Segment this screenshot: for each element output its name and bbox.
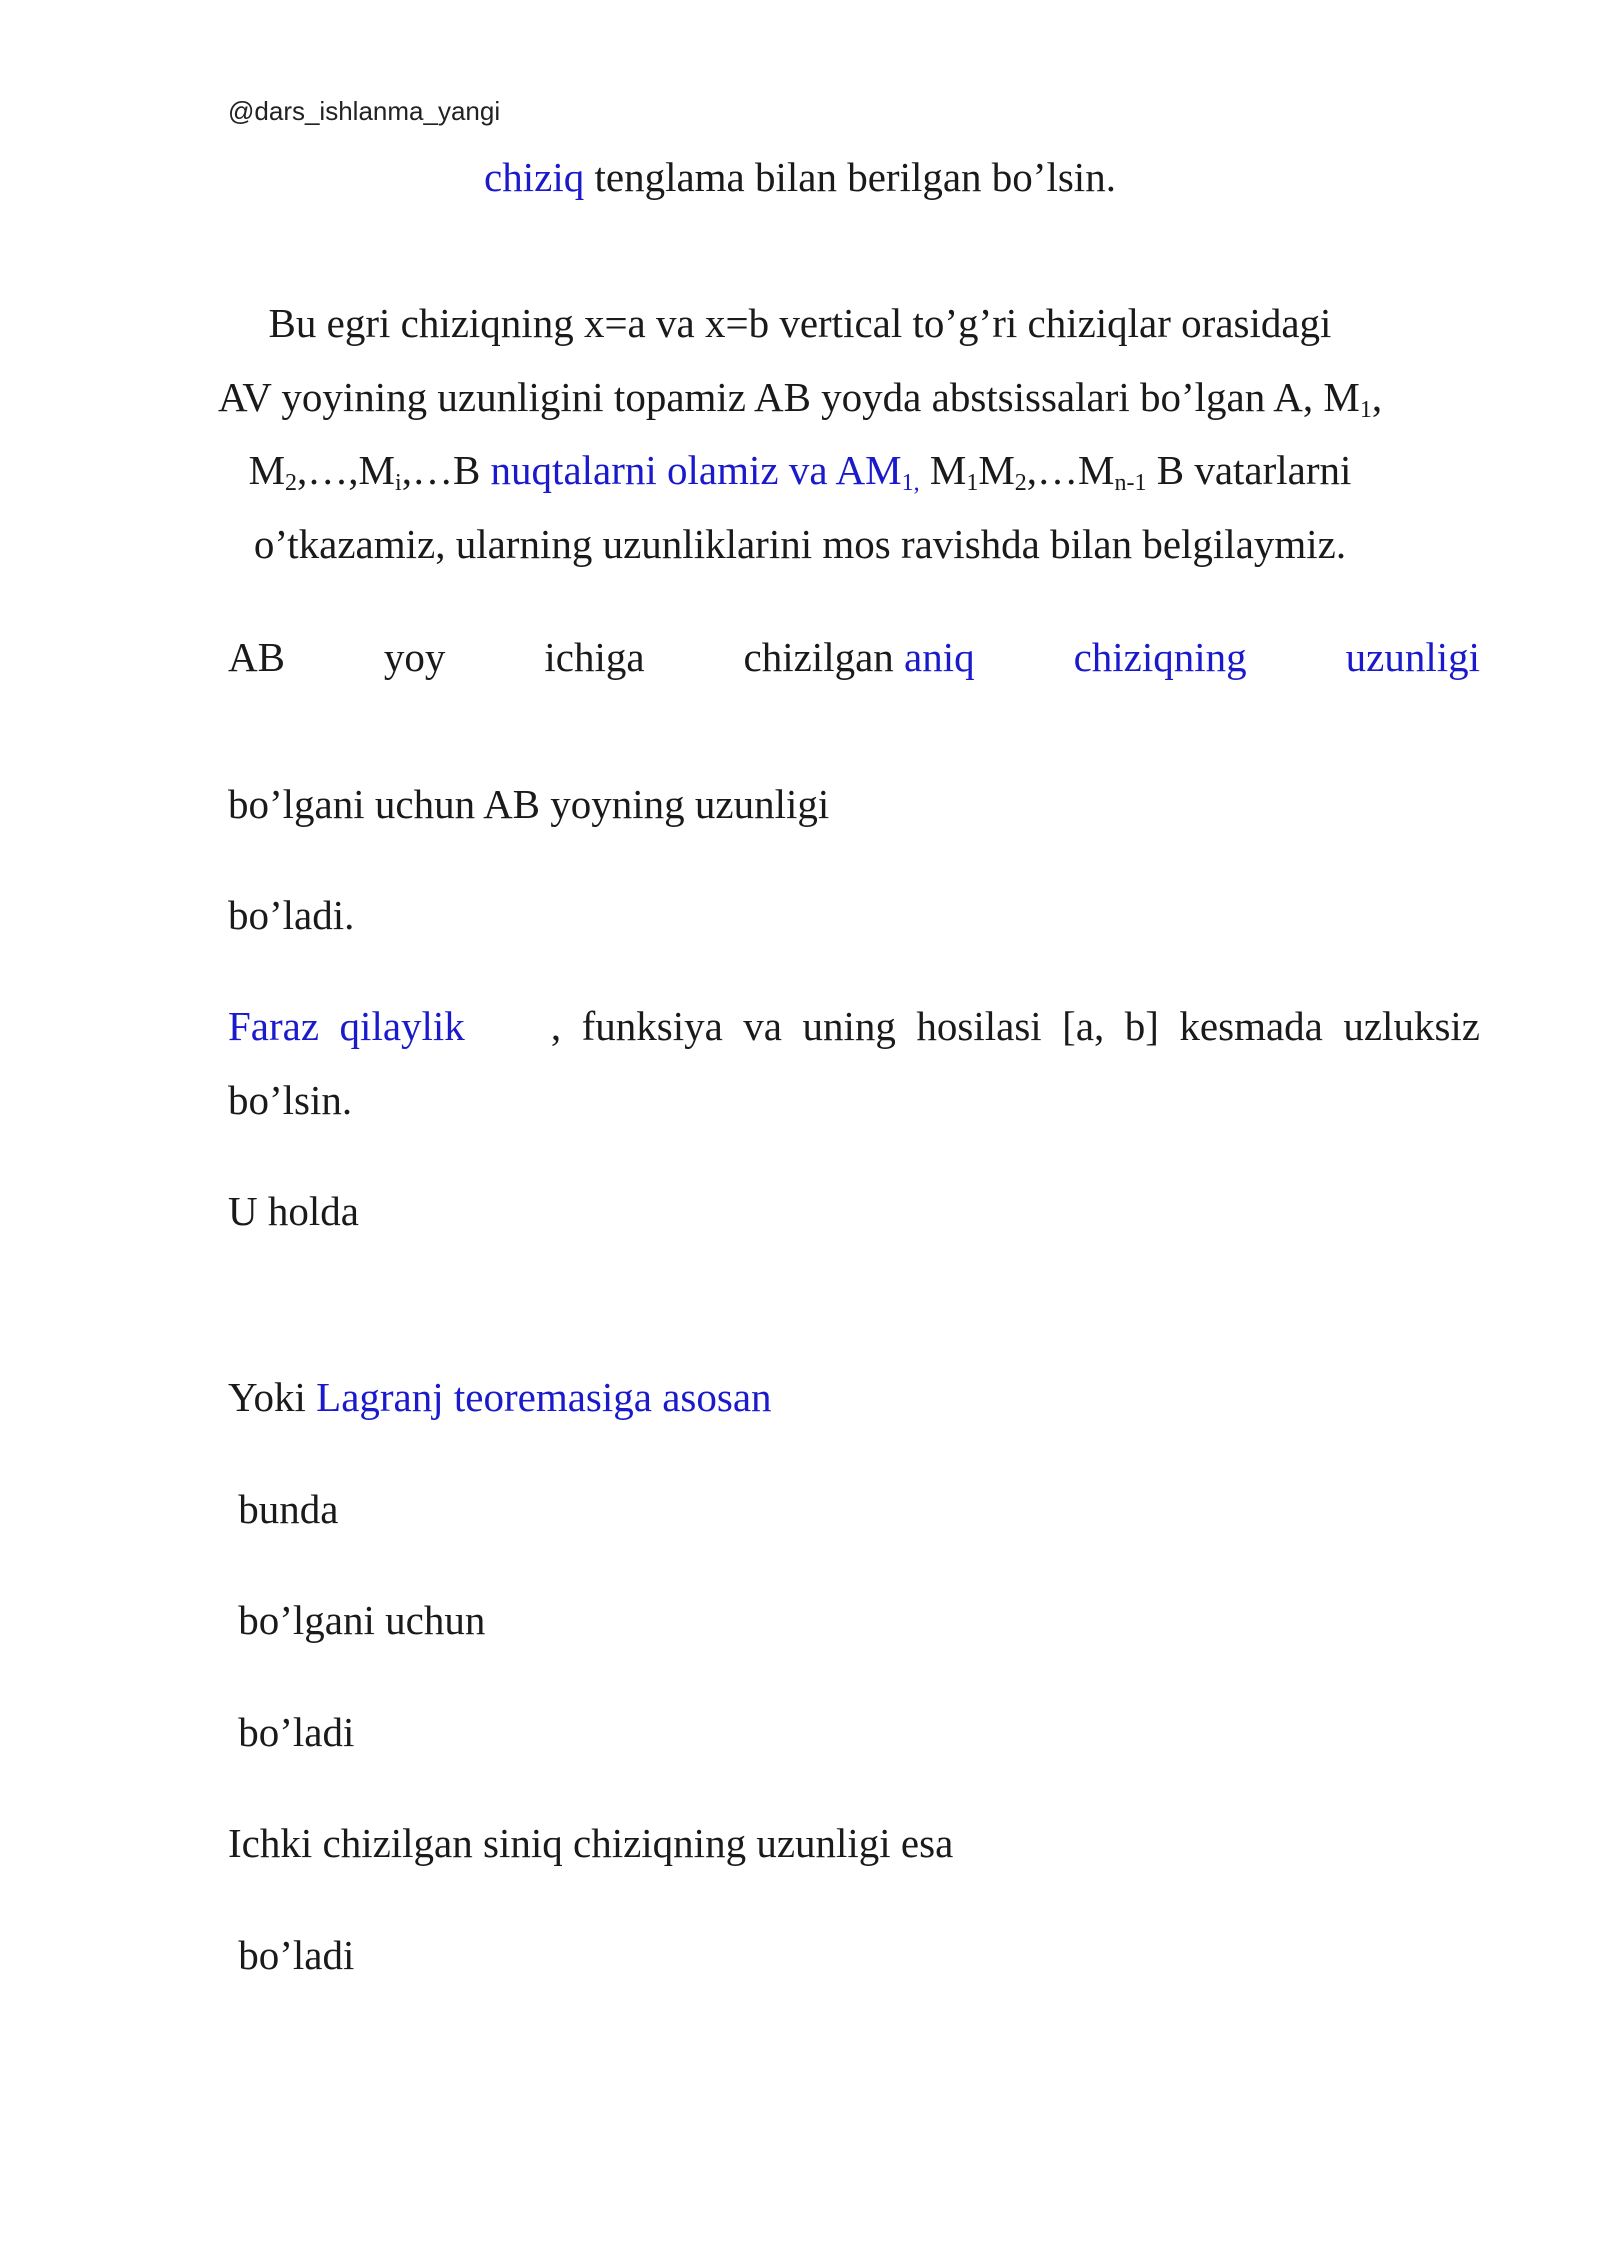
text-m: ,…,M [297, 447, 396, 493]
text-line [228, 892, 355, 938]
line-text: bo’lgani uchun [228, 1597, 486, 1643]
para1-line4 [0, 521, 1600, 567]
text-m: M [978, 447, 1015, 493]
line-text: bo’ladi [228, 1932, 355, 1978]
channel-header: @dars_ishlanma_yangi [228, 96, 501, 126]
punct: , [1371, 374, 1383, 420]
word: chizilgan [743, 634, 894, 680]
text-line [228, 781, 830, 827]
link-lagranj[interactable]: Lagranj teoremasiga asosan [316, 1374, 772, 1420]
word: ichiga [544, 634, 645, 680]
text-line [228, 1932, 355, 1978]
text-line [228, 1486, 339, 1532]
link-uzunligi[interactable]: uzunligi [1345, 634, 1480, 680]
para1-line1 [0, 300, 1600, 346]
link-aniq[interactable]: aniq [904, 634, 975, 680]
line-text: bo’lsin. [228, 1077, 353, 1123]
text-b: ,…B [401, 447, 491, 493]
text-line [228, 1709, 355, 1755]
word: AB [228, 634, 285, 680]
link-nuqtalarni[interactable] [490, 447, 920, 496]
text-m: ,…M [1026, 447, 1115, 493]
link-text[interactable]: nuqtalarni olamiz va AM [490, 447, 902, 493]
text-line [228, 1374, 772, 1420]
text-line [228, 1820, 954, 1866]
text-m: M [919, 447, 967, 493]
line-text: bunda [228, 1486, 339, 1532]
para1-line2-text: AV yoyining uzunligini topamiz AB yoyda abstsissalari bo’lgan A, M [217, 374, 1360, 420]
justified-row [228, 634, 1480, 680]
line-text: bo’ladi [228, 1709, 355, 1755]
subscript: 2 [1014, 470, 1027, 496]
line-text: , funksiya va uning hosilasi [a, b] kesmada uzluksiz [550, 1003, 1480, 1049]
text-line [228, 1188, 359, 1234]
word-group [743, 634, 975, 680]
subscript: i [395, 470, 402, 496]
text-vatarlarni: B vatarlarni [1146, 447, 1352, 493]
text-m: M [248, 447, 286, 493]
line-text: bo’ladi. [228, 892, 355, 938]
subscript[interactable]: 1, [901, 470, 920, 496]
link-chiziq[interactable]: chiziq [484, 154, 585, 200]
subscript: 1 [966, 470, 979, 496]
line-text: bo’lgani uchun AB yoyning uzunligi [228, 781, 830, 827]
intro-text: tenglama bilan berilgan bo’lsin. [584, 154, 1116, 200]
link-chiziqning[interactable]: chiziqning [1073, 634, 1247, 680]
line-text: U holda [228, 1188, 359, 1234]
faraz-row [228, 1003, 1480, 1049]
para1-line4-text: o’tkazamiz, ularning uzunliklarini mos ravishda bilan belgilaymiz. [253, 521, 1347, 567]
subscript: 2 [285, 470, 298, 496]
para1-line1-text: Bu egri chiziqning x=a va x=b vertical to’g’ri chiziqlar orasidagi [268, 300, 1332, 346]
line-text: Ichki chizilgan siniq chiziqning uzunligi esa [228, 1820, 954, 1866]
para1-line2 [0, 374, 1600, 423]
subscript: 1 [1359, 397, 1372, 423]
word: yoy [383, 634, 446, 680]
para1-line3 [0, 447, 1600, 496]
subscript: n-1 [1114, 470, 1147, 496]
text-line [228, 1077, 353, 1123]
line-text: Yoki [228, 1374, 317, 1420]
intro-line [0, 154, 1600, 200]
link-faraz-qilaylik[interactable]: Faraz qilaylik [228, 1003, 465, 1049]
text-line [228, 1597, 486, 1643]
